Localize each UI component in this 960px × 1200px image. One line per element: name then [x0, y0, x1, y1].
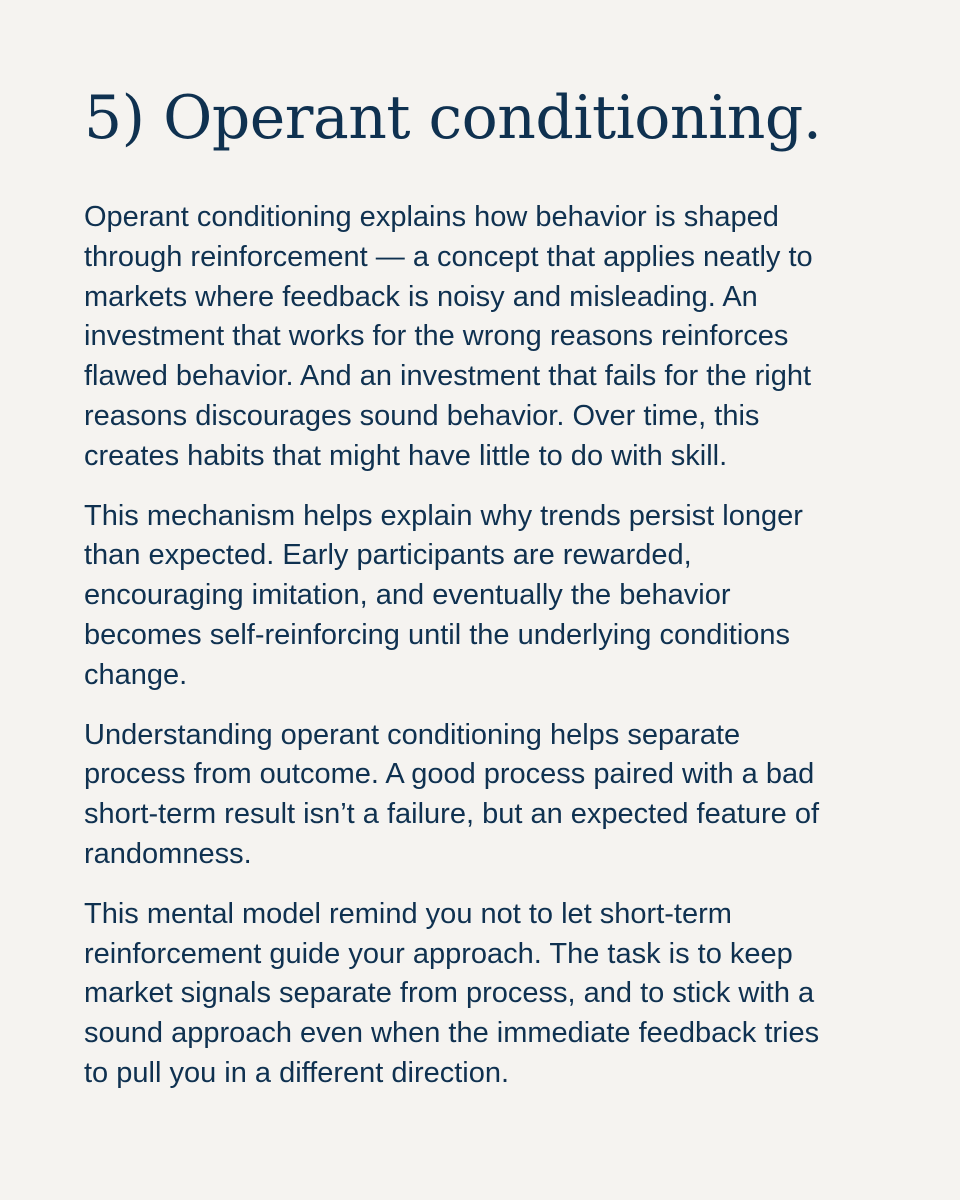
paragraph-line: becomes self-reinforcing until the underlying conditions — [84, 618, 791, 651]
paragraph-line: process from outcome. A good process paired with a bad — [84, 758, 815, 791]
article-body — [84, 198, 876, 1094]
paragraph-line: creates habits that might have little to do with skill. — [84, 439, 728, 472]
paragraph-3 — [84, 716, 876, 875]
paragraph-line: market signals separate from process, and to stick with a — [84, 977, 815, 1010]
paragraph-line: reasons discourages sound behavior. Over time, this — [84, 399, 760, 432]
paragraph-line: flawed behavior. And an investment that fails for the right — [84, 360, 812, 393]
paragraph-line: than expected. Early participants are rewarded, — [84, 539, 692, 572]
paragraph-1 — [84, 198, 876, 477]
paragraph-4 — [84, 895, 876, 1094]
paragraph-2 — [84, 497, 876, 696]
paragraph-line: through reinforcement — a concept that applies neatly to — [84, 240, 813, 273]
paragraph-line: This mental model remind you not to let short-term — [84, 897, 732, 930]
paragraph-line: investment that works for the wrong reasons reinforces — [84, 320, 789, 353]
paragraph-line: sound approach even when the immediate feedback tries — [84, 1017, 820, 1050]
paragraph-line: encouraging imitation, and eventually the behavior — [84, 579, 731, 612]
paragraph-line: Operant conditioning explains how behavior is shaped — [84, 201, 779, 233]
paragraph-line: short-term result isn’t a failure, but an expected feature of — [84, 798, 820, 831]
paragraph-line: to pull you in a different direction. — [84, 1056, 510, 1089]
paragraph-line: reinforcement guide your approach. The task is to keep — [84, 937, 793, 970]
paragraph-line: Understanding operant conditioning helps separate — [84, 718, 741, 751]
paragraph-line: randomness. — [84, 837, 252, 870]
page-title: 5) Operant conditioning. — [84, 83, 822, 153]
paragraph-line: markets where feedback is noisy and misleading. An — [84, 280, 758, 313]
paragraph-line: change. — [84, 658, 188, 691]
paragraph-line: This mechanism helps explain why trends persist longer — [84, 499, 803, 532]
